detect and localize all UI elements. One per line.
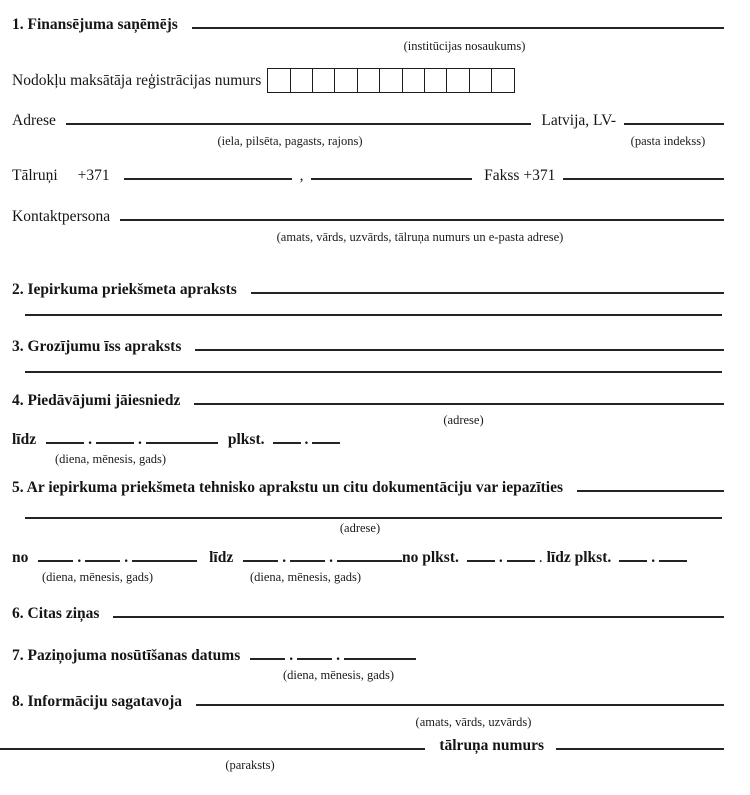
submission-minute-field[interactable] <box>312 431 340 444</box>
date-dot: . <box>304 431 309 448</box>
fax-field[interactable] <box>563 167 724 180</box>
inspection-from-minute-field[interactable] <box>507 549 535 562</box>
inspection-from-day-field[interactable] <box>38 549 73 562</box>
taxpayer-digit-box[interactable] <box>334 68 358 93</box>
inspection-until-minute-field[interactable] <box>659 549 687 562</box>
taxpayer-digit-box[interactable] <box>491 68 515 93</box>
inspection-from-hour-field[interactable] <box>467 549 495 562</box>
country-label: Latvija, LV- <box>541 112 616 129</box>
submission-address-field[interactable] <box>194 392 724 405</box>
section-4-title: 4. Piedāvājumi jāiesniedz <box>12 392 181 409</box>
inspection-address-caption: (adrese) <box>339 521 381 535</box>
taxpayer-number-boxes[interactable] <box>267 68 515 93</box>
date-dot: . <box>538 549 543 566</box>
postal-code-field[interactable] <box>624 112 724 125</box>
date-dot: . <box>77 549 82 566</box>
inspection-from-time-label: no plkst. <box>402 549 459 566</box>
inspection-until-year-field[interactable] <box>337 549 402 562</box>
section-3-title: 3. Grozījumu īss apraksts <box>12 338 182 355</box>
submission-day-field[interactable] <box>46 431 84 444</box>
signature-caption: (paraksts) <box>225 758 275 772</box>
amendments-description-field-2[interactable] <box>25 371 722 373</box>
taxpayer-digit-box[interactable] <box>267 68 291 93</box>
inspection-until-label: līdz <box>209 549 234 566</box>
date-dot: . <box>289 647 294 664</box>
preparer-phone-label: tālruņa numurs <box>439 737 544 754</box>
submission-time-label: plkst. <box>227 431 265 448</box>
subject-description-field-1[interactable] <box>251 281 724 294</box>
inspection-date-caption-1: (diena, mēnesis, gads) <box>42 570 154 584</box>
fax-label: Fakss +371 <box>484 167 556 184</box>
inspection-until-hour-field[interactable] <box>619 549 647 562</box>
submission-until-label: līdz <box>12 431 37 448</box>
inspection-until-day-field[interactable] <box>243 549 278 562</box>
phone-field-2[interactable] <box>311 167 472 180</box>
phone-country-code: +371 <box>77 167 110 184</box>
subject-description-field-2[interactable] <box>25 314 722 316</box>
phone-field-1[interactable] <box>124 167 292 180</box>
submission-hour-field[interactable] <box>273 431 301 444</box>
inspection-from-label: no <box>12 549 29 566</box>
inspection-until-time-label: līdz plkst. <box>546 549 612 566</box>
contact-person-field[interactable] <box>120 208 724 221</box>
taxpayer-digit-box[interactable] <box>469 68 493 93</box>
taxpayer-digit-box[interactable] <box>290 68 314 93</box>
notice-day-field[interactable] <box>250 647 285 660</box>
submission-month-field[interactable] <box>96 431 134 444</box>
recipient-name-field[interactable] <box>192 16 724 29</box>
notice-year-field[interactable] <box>344 647 416 660</box>
notice-month-field[interactable] <box>297 647 332 660</box>
contact-caption: (amats, vārds, uzvārds, tālruņa numurs un e-pasta adrese) <box>276 230 564 244</box>
taxpayer-digit-box[interactable] <box>402 68 426 93</box>
section-6-title: 6. Citas ziņas <box>12 605 100 622</box>
taxpayer-digit-box[interactable] <box>357 68 381 93</box>
submission-year-field[interactable] <box>146 431 218 444</box>
inspection-address-field-short[interactable] <box>577 479 724 492</box>
date-dot: . <box>329 549 333 566</box>
date-dot: . <box>336 647 340 664</box>
section-5-title: 5. Ar iepirkuma priekšmeta tehnisko aprakstu un citu dokumentāciju var iepazīties <box>12 479 564 496</box>
address-label: Adrese <box>12 112 56 129</box>
comma-separator: , <box>299 167 304 184</box>
date-dot: . <box>282 549 287 566</box>
section-1-title: 1. Finansējuma saņēmējs <box>12 16 178 33</box>
preparer-phone-field[interactable] <box>556 737 724 750</box>
date-dot: . <box>88 431 92 448</box>
section-2-title: 2. Iepirkuma priekšmeta apraksts <box>12 281 237 298</box>
street-caption: (iela, pilsēta, pagasts, rajons) <box>217 134 363 148</box>
preparer-name-field[interactable] <box>196 693 724 706</box>
date-dot: . <box>651 549 656 566</box>
amendments-description-field-1[interactable] <box>195 338 724 351</box>
date-dot: . <box>498 549 503 566</box>
institution-name-caption: (institūcijas nosaukums) <box>403 39 526 53</box>
phones-label: Tālruņi <box>12 167 58 184</box>
postal-index-caption: (pasta indekss) <box>630 134 706 148</box>
taxpayer-digit-box[interactable] <box>424 68 448 93</box>
date-dot: . <box>138 431 142 448</box>
section-8-title: 8. Informāciju sagatavoja <box>12 693 183 710</box>
taxpayer-digit-box[interactable] <box>446 68 470 93</box>
section-7-title: 7. Paziņojuma nosūtīšanas datums <box>12 647 241 664</box>
other-info-field[interactable] <box>113 605 724 618</box>
submission-address-caption: (adrese) <box>443 413 484 427</box>
preparer-caption: (amats, vārds, uzvārds) <box>415 715 532 729</box>
inspection-address-field[interactable] <box>25 517 722 519</box>
taxpayer-number-label: Nodokļu maksātāja reģistrācijas numurs <box>12 71 262 89</box>
address-field[interactable] <box>66 112 531 125</box>
taxpayer-digit-box[interactable] <box>312 68 336 93</box>
date-dot: . <box>124 549 129 566</box>
notice-date-caption: (diena, mēnesis, gads) <box>283 668 395 682</box>
submission-date-caption: (diena, mēnesis, gads) <box>55 452 167 466</box>
signature-field[interactable] <box>0 737 425 750</box>
inspection-date-caption-2: (diena, mēnesis, gads) <box>250 570 362 584</box>
inspection-from-month-field[interactable] <box>85 549 120 562</box>
contact-person-label: Kontaktpersona <box>12 208 111 225</box>
taxpayer-digit-box[interactable] <box>379 68 403 93</box>
inspection-from-year-field[interactable] <box>132 549 197 562</box>
inspection-until-month-field[interactable] <box>290 549 325 562</box>
